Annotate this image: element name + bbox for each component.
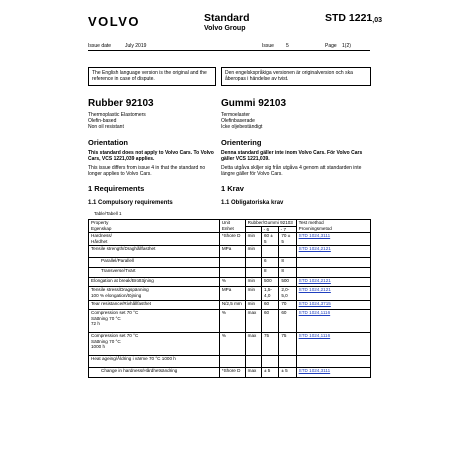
- cell-a: 500: [261, 278, 278, 287]
- cell-lim: [245, 268, 261, 278]
- desc-line: Olefin-based: [88, 118, 117, 124]
- cell-lim: min: [245, 287, 261, 301]
- issue-label: Issue: [262, 43, 274, 49]
- cell-lim: min: [245, 233, 261, 246]
- cell-prop: Tensile strength/Draghållfasthet: [89, 246, 220, 258]
- cell-a: 60: [261, 310, 278, 333]
- desc-line: Olefinbaserade: [221, 118, 255, 124]
- cell-a: ± 5: [261, 368, 278, 378]
- orientation-bold-sv: Denna standard gäller inte inom Volvo Cars. För Volvo Cars gäller VCS 1221,039.: [221, 150, 363, 162]
- cell-prop: Elongation at break/Brottöjning: [89, 278, 220, 287]
- table-header-row: [89, 220, 371, 233]
- document-org: Volvo Group: [204, 25, 246, 32]
- test-method-link: STD 1024,3111: [298, 368, 331, 374]
- cell-unit: MPa: [219, 246, 245, 258]
- cell-prop: Compression set 70 °C Sättning 70 °C 1000 h: [89, 333, 220, 356]
- cell-test: [296, 356, 370, 368]
- cell-test: [296, 268, 370, 278]
- cell-b: [279, 246, 296, 258]
- document-type: Standard: [204, 12, 250, 24]
- header-divider: [88, 50, 370, 51]
- cell-test: [296, 258, 370, 268]
- table-row: [89, 287, 371, 301]
- cell-b: 70: [279, 301, 296, 310]
- desc-line: Icke oljebeständigt: [221, 124, 263, 130]
- cell-unit: %: [219, 278, 245, 287]
- cell-a: [261, 356, 278, 368]
- cell-prop: Transverse/Tvärt: [89, 268, 220, 278]
- cell-b: 500: [279, 278, 296, 287]
- cell-test[interactable]: [296, 310, 370, 333]
- header-unit: Unit Enhet: [219, 220, 245, 233]
- table-row: [89, 310, 371, 333]
- test-method-link: STD 1024,2121: [298, 246, 331, 252]
- table-row: [89, 301, 371, 310]
- table-row: [89, 258, 371, 268]
- header-property: Property Egenskap: [89, 220, 220, 233]
- standard-number: STD $1221_{,03}$: [325, 12, 383, 24]
- cell-b: 75: [279, 333, 296, 356]
- cell-prop: Parallel/Parallell: [89, 258, 220, 268]
- table-row: [89, 356, 371, 368]
- cell-lim: min: [245, 278, 261, 287]
- desc-line: Termoelaster: [221, 112, 250, 118]
- cell-test[interactable]: [296, 233, 370, 246]
- test-method-link: STD 1024,2121: [298, 278, 331, 284]
- cell-test[interactable]: [296, 333, 370, 356]
- test-method-link: STD 1024,2121: [298, 287, 331, 293]
- orientation-text-sv: Detta utgåva skiljer sig från utgåva 4 genom att standarden inte längre gäller för Volvo Cars.: [221, 165, 362, 177]
- material-title-sv: Gummi 92103: [221, 98, 287, 109]
- cell-unit: [219, 356, 245, 368]
- cell-test[interactable]: [296, 287, 370, 301]
- orientation-heading-en: Orientation: [88, 138, 129, 147]
- table-row: [89, 233, 371, 246]
- cell-unit: *Shore D: [219, 233, 245, 246]
- page-label: Page: [325, 43, 337, 49]
- cell-unit: [219, 258, 245, 268]
- desc-line: Non oil resistant: [88, 124, 124, 130]
- requirements-heading-en: 1 Requirements: [88, 184, 145, 193]
- requirements-heading-sv: 1 Krav: [221, 184, 244, 193]
- orientation-heading-sv: Orientering: [221, 138, 262, 147]
- cell-b: ± 5: [279, 368, 296, 378]
- table-row: [89, 246, 371, 258]
- page-number: 1(2): [342, 43, 351, 49]
- cell-prop: Change in hardness/Hårdhetsändring: [89, 368, 220, 378]
- cell-b: 70 ± 5: [279, 233, 296, 246]
- cell-prop: Tear resistance/Rivhållfasthet: [89, 301, 220, 310]
- orientation-text-en: This issue differs from issue 4 in that the standard no longer applies to Volvo Cars.: [88, 165, 206, 177]
- cell-test[interactable]: [296, 301, 370, 310]
- cell-lim: max: [245, 310, 261, 333]
- notice-english: The English language version is the original and the reference in case of dispute.: [88, 67, 216, 86]
- cell-prop: Heat ageing/Åldring i värme 70 °C 1000 h: [89, 356, 220, 368]
- cell-unit: %: [219, 333, 245, 356]
- test-method-link: STD 1024,1116: [298, 310, 331, 316]
- test-method-link: STD 1024,3715: [298, 301, 331, 307]
- cell-prop: Tensile stress/Dragspänning 100 % elongation/töjning: [89, 287, 220, 301]
- cell-b: 60: [279, 310, 296, 333]
- cell-b: 8: [279, 258, 296, 268]
- material-desc-sv: [221, 112, 262, 130]
- test-method-link: STD 1024,3111: [298, 233, 331, 239]
- issue-date: July 2019: [125, 43, 147, 49]
- cell-lim: min: [245, 301, 261, 310]
- cell-lim: max: [245, 368, 261, 378]
- cell-prop: Hardness/ Hårdhet: [89, 233, 220, 246]
- cell-unit: *Shore D: [219, 368, 245, 378]
- cell-a: 60 ± 5: [261, 233, 278, 246]
- cell-lim: max: [245, 333, 261, 356]
- issue-date-label: Issue date: [88, 43, 112, 49]
- cell-test[interactable]: [296, 246, 370, 258]
- requirements-table: [88, 219, 371, 378]
- issue-number: 5: [286, 43, 289, 49]
- cell-a: 8: [261, 268, 278, 278]
- cell-b: 8: [279, 268, 296, 278]
- table-row: [89, 368, 371, 378]
- notice-swedish: Den engelskspråkiga versionen är originalversion och ska åberopas i händelse av tvist.: [221, 67, 371, 86]
- cell-prop: Compression set 70 °C Sättning 70 °C 72 h: [89, 310, 220, 333]
- cell-test[interactable]: [296, 278, 370, 287]
- desc-line: Thermoplastic Elastomers: [88, 112, 146, 118]
- cell-a: 60: [261, 301, 278, 310]
- table-row: [89, 278, 371, 287]
- table-row: [89, 333, 371, 356]
- compulsory-heading-sv: 1.1 Obligatoriska krav: [221, 200, 284, 206]
- cell-a: 1,5-4,0: [261, 287, 278, 301]
- cell-lim: [245, 356, 261, 368]
- material-desc-en: [88, 112, 146, 130]
- cell-a: 75: [261, 333, 278, 356]
- cell-lim: [245, 258, 261, 268]
- table-row: [89, 268, 371, 278]
- test-method-link: STD 1024,1116: [298, 333, 331, 339]
- cell-a: [261, 246, 278, 258]
- cell-a: 6: [261, 258, 278, 268]
- header-requirement: Rubber/Gummi 92103 - 6 - 7: [245, 220, 296, 233]
- compulsory-heading-en: 1.1 Compulsory requirements: [88, 200, 173, 206]
- cell-unit: N/2,5 mm: [219, 301, 245, 310]
- cell-b: 2,0-5,0: [279, 287, 296, 301]
- cell-unit: [219, 268, 245, 278]
- cell-b: [279, 356, 296, 368]
- material-title-en: Rubber 92103: [88, 98, 154, 109]
- orientation-bold-en: This standard does not apply to Volvo Cars. To Volvo Cars, VCS 1221,039 applies.: [88, 150, 214, 162]
- cell-unit: MPa: [219, 287, 245, 301]
- header-test-method: Test method Provningsmetod: [296, 220, 370, 233]
- cell-test[interactable]: [296, 368, 370, 378]
- table-label: Table/Tabell 1: [94, 211, 122, 216]
- volvo-logo: VOLVO: [88, 14, 141, 29]
- cell-unit: %: [219, 310, 245, 333]
- cell-lim: min: [245, 246, 261, 258]
